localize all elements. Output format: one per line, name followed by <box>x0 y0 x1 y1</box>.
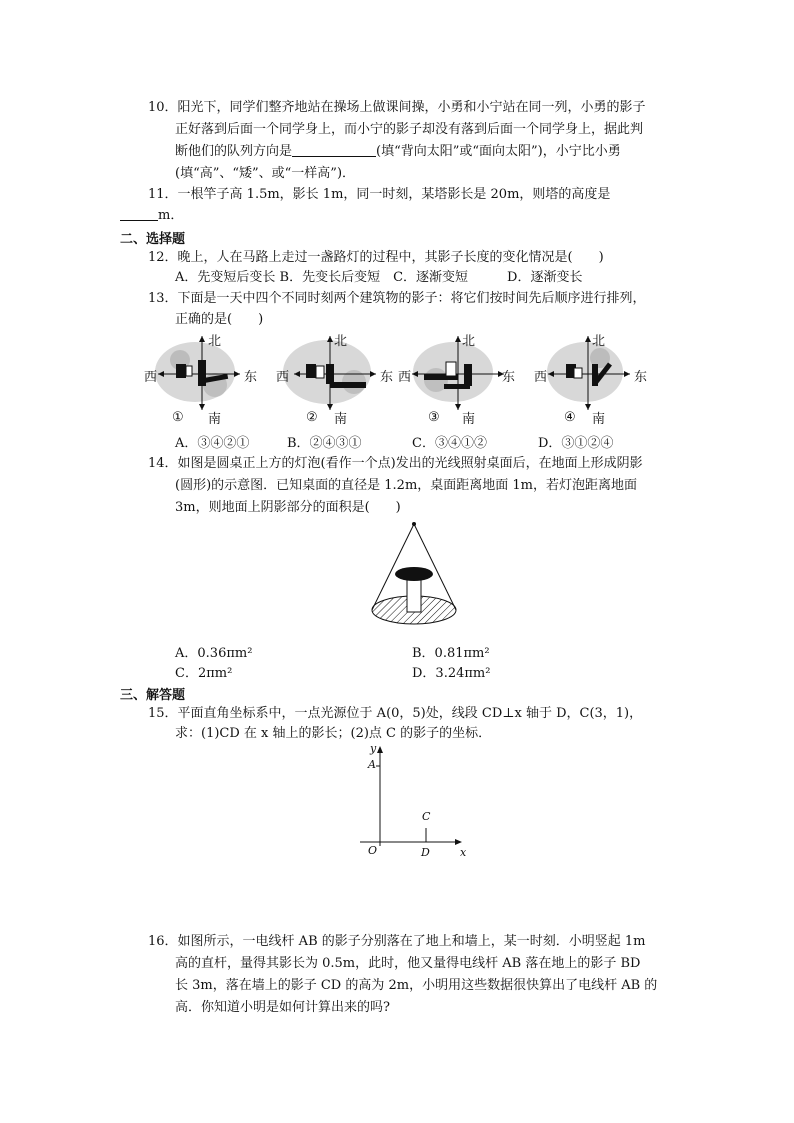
q13-figure-1 <box>140 330 260 430</box>
q14-option-d[interactable]: D．3.24πm² <box>412 666 491 681</box>
q15-line-2: 求：(1)CD 在 x 轴上的影长；(2)点 C 的影子的坐标． <box>175 726 492 741</box>
shadow-diagram-4 <box>530 330 650 430</box>
north-label: 北 <box>208 334 222 349</box>
q11-unit: m． <box>158 208 184 223</box>
q13-option-c[interactable]: C．③④①② <box>412 436 487 451</box>
shadow-diagram-1 <box>140 330 260 430</box>
q13-figure-3 <box>398 330 518 430</box>
point-c-label: C <box>422 810 431 823</box>
q13-figure-4 <box>530 330 650 430</box>
west-label: 西 <box>398 370 412 385</box>
q11-answer-blank[interactable] <box>120 206 158 221</box>
south-label: 南 <box>208 412 222 427</box>
q10-line-3-start: 断他们的队列方向是 <box>175 144 293 159</box>
y-axis-label: y <box>370 742 377 755</box>
q10-line-3 <box>175 142 621 161</box>
figure-number: ④ <box>564 410 576 425</box>
east-label: 东 <box>380 370 394 385</box>
north-label: 北 <box>334 334 348 349</box>
q14-line-3: 3m，则地面上阴影部分的面积是( ) <box>175 500 401 515</box>
q16-line-3: 长 3m，落在墙上的影子 CD 的高为 2m，小明用这些数据很快算出了电线杆 AB 的 <box>175 978 658 993</box>
q14-option-b[interactable]: B．0.81πm² <box>412 646 490 661</box>
q10-line-2: 正好落到后面一个同学身上，而小宁的影子却没有落到后面一个同学身上，据此判 <box>175 122 644 137</box>
q10-answer-blank-1[interactable] <box>292 142 376 157</box>
q12-options: A．先变短后变长 B．先变长后变短 C．逐渐变短 D．逐渐变长 <box>175 270 583 285</box>
q14-line-2: (圆形)的示意图．已知桌面的直径是 1.2m，桌面距离地面 1m，若灯泡距离地面 <box>175 478 638 493</box>
south-label: 南 <box>462 412 476 427</box>
q15-coordinate-figure <box>356 744 476 862</box>
q12-stem: 12．晚上，人在马路上走过一盏路灯的过程中，其影子长度的变化情况是( ) <box>148 250 604 265</box>
section-heading-solve: 三、解答题 <box>120 688 186 703</box>
south-label: 南 <box>592 412 606 427</box>
q13-option-b[interactable]: B．②④③① <box>287 436 362 451</box>
shadow-diagram-2 <box>272 330 392 430</box>
q11-line-2 <box>120 206 183 225</box>
q10-line-3-end: (填“背向太阳”或“面向太阳”)，小宁比小勇 <box>376 144 621 159</box>
q13-figure-2 <box>272 330 392 430</box>
point-a-label: A <box>368 758 376 771</box>
q16-line-2: 高的直杆，量得其影长为 0.5m，此时，他又量得电线杆 AB 落在地上的影子 BD <box>175 956 641 971</box>
shadow-diagram-3 <box>398 330 518 430</box>
q13-option-d[interactable]: D．③①②④ <box>538 436 614 451</box>
north-label: 北 <box>462 334 476 349</box>
q14-option-c[interactable]: C．2πm² <box>175 666 233 681</box>
figure-number: ③ <box>428 410 440 425</box>
q14-option-a[interactable]: A．0.36πm² <box>175 646 253 661</box>
q11-line-1: 11．一根竿子高 1.5m，影长 1m，同一时刻，某塔影长是 20m，则塔的高度是 <box>148 187 611 202</box>
q14-line-1: 14．如图是圆桌正上方的灯泡(看作一个点)发出的光线照射桌面后，在地面上形成阴影 <box>148 456 643 471</box>
q16-line-4: 高．你知道小明是如何计算出来的吗? <box>175 1000 390 1015</box>
east-label: 东 <box>634 370 648 385</box>
q16-line-1: 16．如图所示，一电线杆 AB 的影子分别落在了地上和墙上，某一时刻．小明竖起 1m <box>148 934 646 949</box>
lamp-table-diagram <box>360 518 470 632</box>
figure-number: ② <box>306 410 318 425</box>
east-label: 东 <box>502 370 516 385</box>
point-d-label: D <box>421 846 430 859</box>
west-label: 西 <box>144 370 158 385</box>
q13-option-a[interactable]: A．③④②① <box>175 436 250 451</box>
origin-label: O <box>368 844 378 857</box>
q13-line-1: 13．下面是一天中四个不同时刻两个建筑物的影子：将它们按时间先后顺序进行排列， <box>148 291 646 306</box>
q15-line-1: 15．平面直角坐标系中，一点光源位于 A(0，5)处，线段 CD⊥x 轴于 D，C(3，1)， <box>148 706 643 721</box>
q13-line-2: 正确的是( ) <box>175 312 264 327</box>
q10-line-1: 10．阳光下，同学们整齐地站在操场上做课间操，小勇和小宁站在同一列，小勇的影子 <box>148 100 646 115</box>
south-label: 南 <box>334 412 348 427</box>
north-label: 北 <box>592 334 606 349</box>
figure-number: ① <box>172 410 184 425</box>
west-label: 西 <box>534 370 548 385</box>
x-axis-label: x <box>460 846 467 859</box>
east-label: 东 <box>244 370 258 385</box>
q14-figure <box>360 518 470 632</box>
q10-line-4: (填“高”、“矮”、或“一样高”)． <box>175 166 356 181</box>
west-label: 西 <box>276 370 290 385</box>
section-heading-choice: 二、选择题 <box>120 232 186 247</box>
